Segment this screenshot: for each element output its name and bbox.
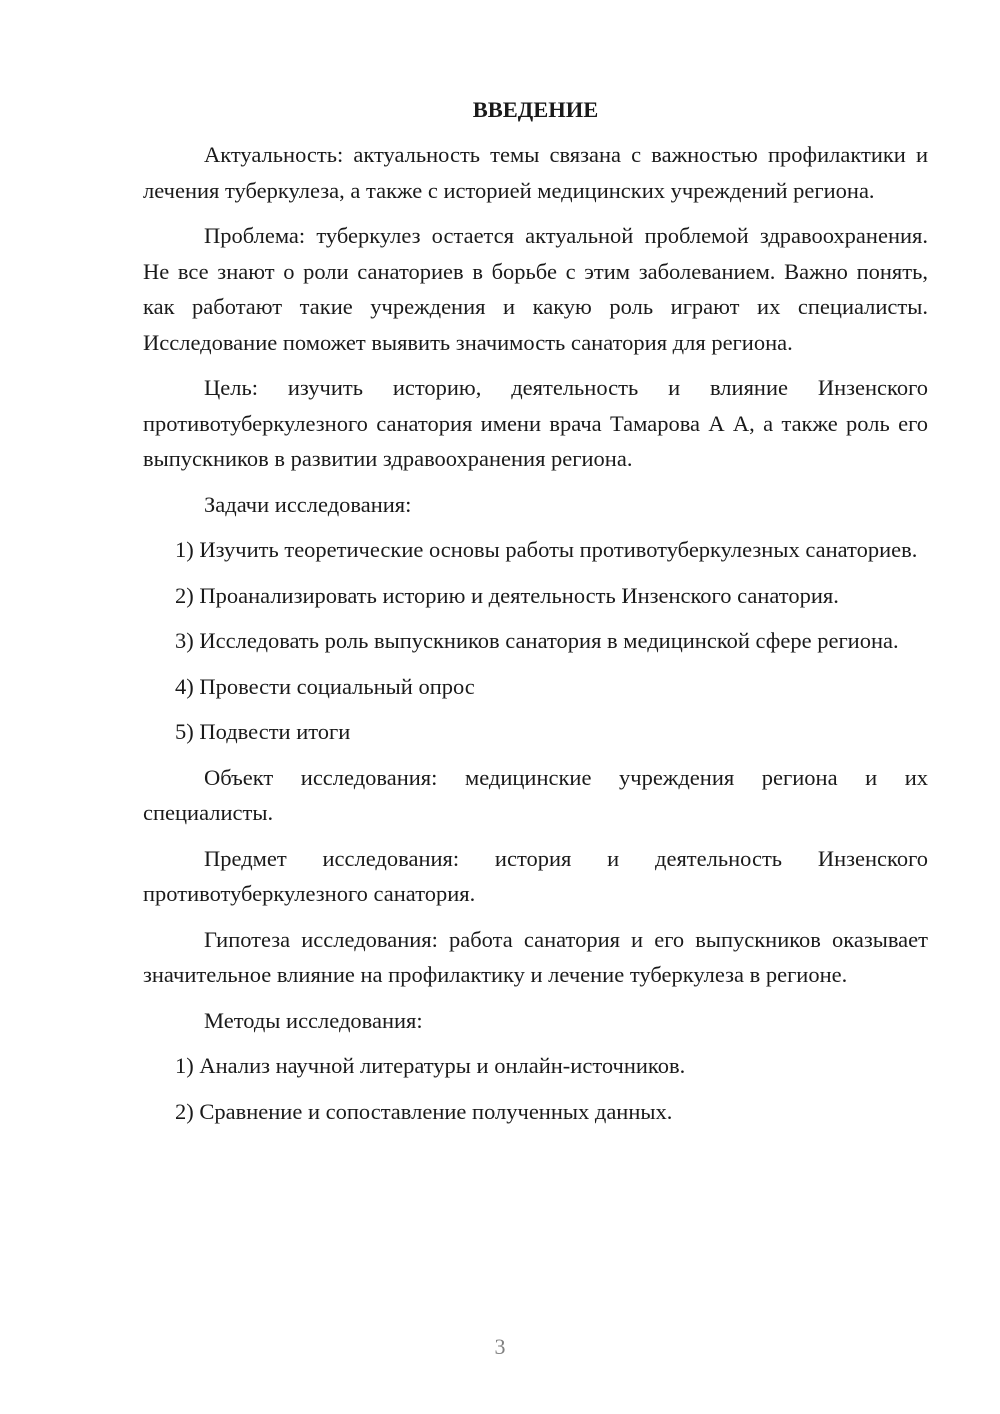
task-item-5: 5) Подвести итоги (175, 719, 351, 744)
subject-paragraph: Предмет исследования: история и деятельность Инзенского противотуберкулезного санатория. (143, 845, 928, 906)
methods-heading: Методы исследования: (204, 1007, 423, 1033)
tasks-heading: Задачи исследования: (204, 491, 412, 517)
task-item-2: 2) Проанализировать историю и деятельность Инзенского санатория. (175, 582, 839, 608)
hypothesis-paragraph: Гипотеза исследования: работа санатория и его выпускников оказывает значительное влияние на профилактику и лечение туберкулеза в регионе. (143, 926, 928, 987)
goal-paragraph: Цель: изучить историю, деятельность и влияние Инзенского противотуберкулезного санатория имени врача Тамарова А А, а также роль его выпускников в развитии здравоохранения региона. (143, 375, 928, 471)
method-item-2: 2) Сравнение и сопоставление полученных данных. (175, 1098, 673, 1124)
object-paragraph: Объект исследования: медицинские учреждения региона и их специалисты. (143, 764, 928, 825)
section-title: ВВЕДЕНИЕ (472, 97, 599, 122)
task-item-3: 3) Исследовать роль выпускников санатория в медицинской сфере региона. (175, 628, 899, 653)
relevance-paragraph: Актуальность: актуальность темы связана с важностью профилактики и лечения туберкулеза, а также с историей медицинских учреждений региона. (143, 142, 928, 203)
problem-paragraph: Проблема: туберкулез остается актуальной проблемой здравоохранения. Не все знают о роли санаториев в борьбе с этим заболеванием. Важно понять, как работают такие учреждения и какую роль играют их специалисты. Исследование поможет выявить значимость санатория для региона. (143, 223, 928, 355)
task-item-1: 1) Изучить теоретические основы работы противотуберкулезных санаториев. (175, 537, 918, 562)
document-page (143, 92, 928, 1139)
page-number: 3 (494, 1334, 506, 1359)
task-item-4: 4) Провести социальный опрос (175, 673, 475, 699)
method-item-1: 1) Анализ научной литературы и онлайн-источников. (175, 1053, 686, 1078)
